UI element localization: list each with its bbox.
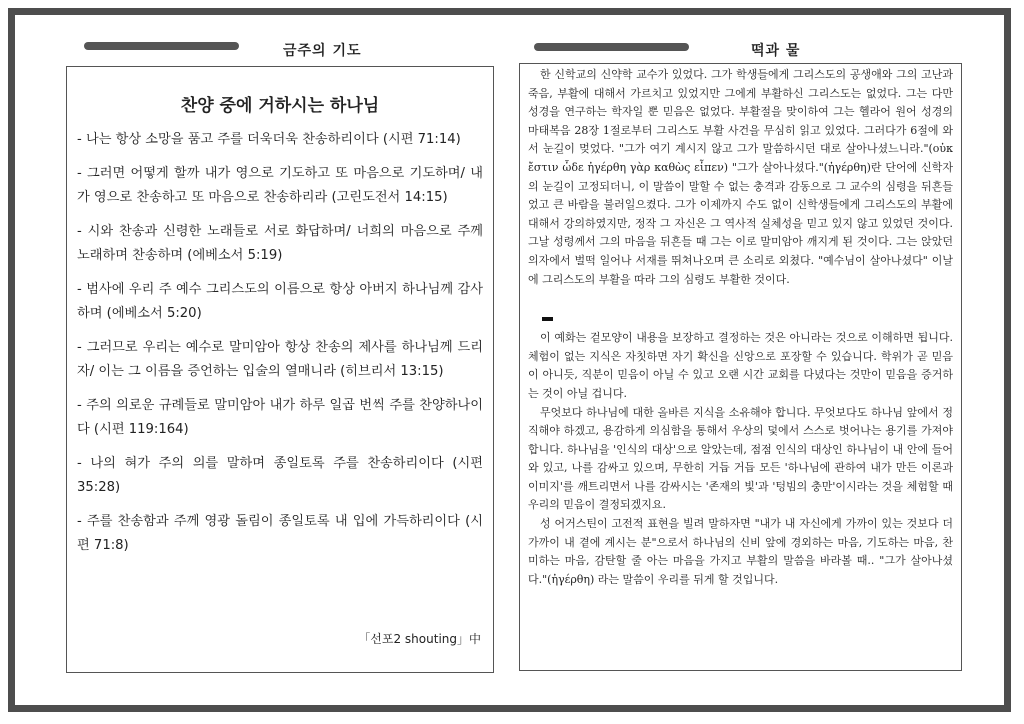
left-section-heading: 금주의 기도 <box>283 43 362 59</box>
right-heading-bar <box>534 43 689 51</box>
verse-item: - 범사에 우리 주 예수 그리스도의 이름으로 항상 아버지 하나님께 감사하며 (에베소서 5:20) <box>77 282 483 321</box>
verse-item: - 시와 찬송과 신령한 노래들로 서로 화답하며/ 너희의 마음으로 주께 노래하며 찬송하며 (에베소서 5:19) <box>77 224 483 263</box>
prayer-box <box>66 66 494 673</box>
left-heading-bar <box>84 42 239 50</box>
verse-item: - 주를 찬송함과 주께 영광 돌림이 종일토록 내 입에 가득하리이다 (시편 71:8) <box>77 514 483 553</box>
article-paragraph: 이 예화는 겉모양이 내용을 보장하고 결정하는 것은 아니라는 것으로 이해하면 됩니다. 체험이 없는 지식은 자칫하면 자기 확신을 신앙으로 포장할 수 있습니다. 학위가 곧 믿음이 아니듯, 직분이 믿음이 아닐 수 있고 오랜 시간 교회를 다녔다는 것만이 믿음을 증거하는 것이 아닐 겁니다. <box>528 331 953 400</box>
verse-item: - 나는 항상 소망을 품고 주를 더욱더욱 찬송하리이다 (시편 71:14) <box>77 132 461 147</box>
right-section-heading: 떡과 물 <box>751 43 801 59</box>
source-citation: 「선포2 shouting」中 <box>358 632 481 646</box>
article-paragraph: 한 신학교의 신약학 교수가 있었다. 그가 학생들에게 그리스도의 공생애와 그의 고난과 죽음, 부활에 대해서 가르치고 있었지만 그에게 부활하신 그리스도는 없었다. 그는 다만 성경을 연구하는 학자일 뿐 믿음은 없었다. 부활절을 맞이하여 그는 헬라어 원어 성경의 마태복음 28장 1절로부터 그리스도 부활 사건을 무심히 읽고 있었다. 그러다가 6절에 와서 눈길이 멎었다. "그가 여기 계시지 않고 그가 말씀하시던 대로 살아나셨느니라."(οὐκ ἔστιν ὧδε ἠγέρθη γὰρ καθὼς εἶπεν) "그가 살아나셨다."(ἠγέρθη)란 단어에 신학자의 눈길이 고정되더니, 이 말씀이 말할 수 없는 충격과 감동으로 그 교수의 심령을 뒤흔들었고 큰 바람을 불러일으켰다. 그가 이제까지 수도 없이 신학생들에게 그리스도의 부활에 대해서 강의하였지만, 정작 그 자신은 그 역사적 실체성을 믿고 있지 않고 있었던 것이다. 그날 성령께서 그의 마음을 뒤흔들 때 그는 이로 말미암아 깨지게 된 것이다. 그는 앉았던 의자에서 벌떡 일어나 서재를 뛰쳐나오며 큰 소리로 외쳤다. "예수님이 살아나셨다" 이날에 그리스도의 부활을 따라 그의 심령도 부활한 것이다. <box>528 68 953 286</box>
verse-item: - 나의 혀가 주의 의를 말하며 종일토록 주를 찬송하리이다 (시편 35:28) <box>77 456 483 495</box>
article-paragraph: 성 어거스틴이 고전적 표현을 빌려 말하자면 "내가 내 자신에게 가까이 있는 것보다 더 가까이 내 곁에 계시는 분"으로서 하나님의 신비 앞에 경외하는 마음, 기도하는 마음, 찬미하는 마음, 감탄할 줄 아는 마음을 가지고 부활의 말씀을 바라볼 때.. "그가 살아나셨다."(ἠγέρθη) 라는 말씀이 우리를 뒤게 할 것입니다. <box>528 517 953 586</box>
article-box <box>519 63 962 671</box>
verse-item: - 주의 의로운 규례들로 말미암아 내가 하루 일곱 번씩 주를 찬양하나이다 (시편 119:164) <box>77 398 483 437</box>
prayer-title: 찬양 중에 거하시는 하나님 <box>180 96 380 116</box>
verse-item: - 그러면 어떻게 할까 내가 영으로 기도하고 또 마음으로 기도하며/ 내가 영으로 찬송하고 또 마음으로 찬송하리라 (고린도전서 14:15) <box>77 166 483 205</box>
section-marker <box>542 317 553 321</box>
verse-item: - 그러므로 우리는 예수로 말미암아 항상 찬송의 제사를 하나님께 드리자/ 이는 그 이름을 증언하는 입술의 열매니라 (히브리서 13:15) <box>77 340 483 379</box>
article-paragraph: 무엇보다 하나님에 대한 올바른 지식을 소유해야 합니다. 무엇보다도 하나님 앞에서 정직해야 하겠고, 용감하게 의심함을 통해서 우상의 덫에서 스스로 벗어나는 용기를 가져야 합니다. 하나님을 '인식의 대상'으로 알았는데, 점점 인식의 대상인 하나님이 내 안에 들어와 있고, 나를 감싸고 있으며, 무한히 거듭 거듭 모든 '하나님에 관하여 내가 만든 이론과 이미지'를 깨트리면서 나를 감싸시는 '존재의 빛'과 '텅빔의 충만'이시라는 것을 체험할 때 우리의 믿음이 결정되겠지요. <box>528 405 953 512</box>
